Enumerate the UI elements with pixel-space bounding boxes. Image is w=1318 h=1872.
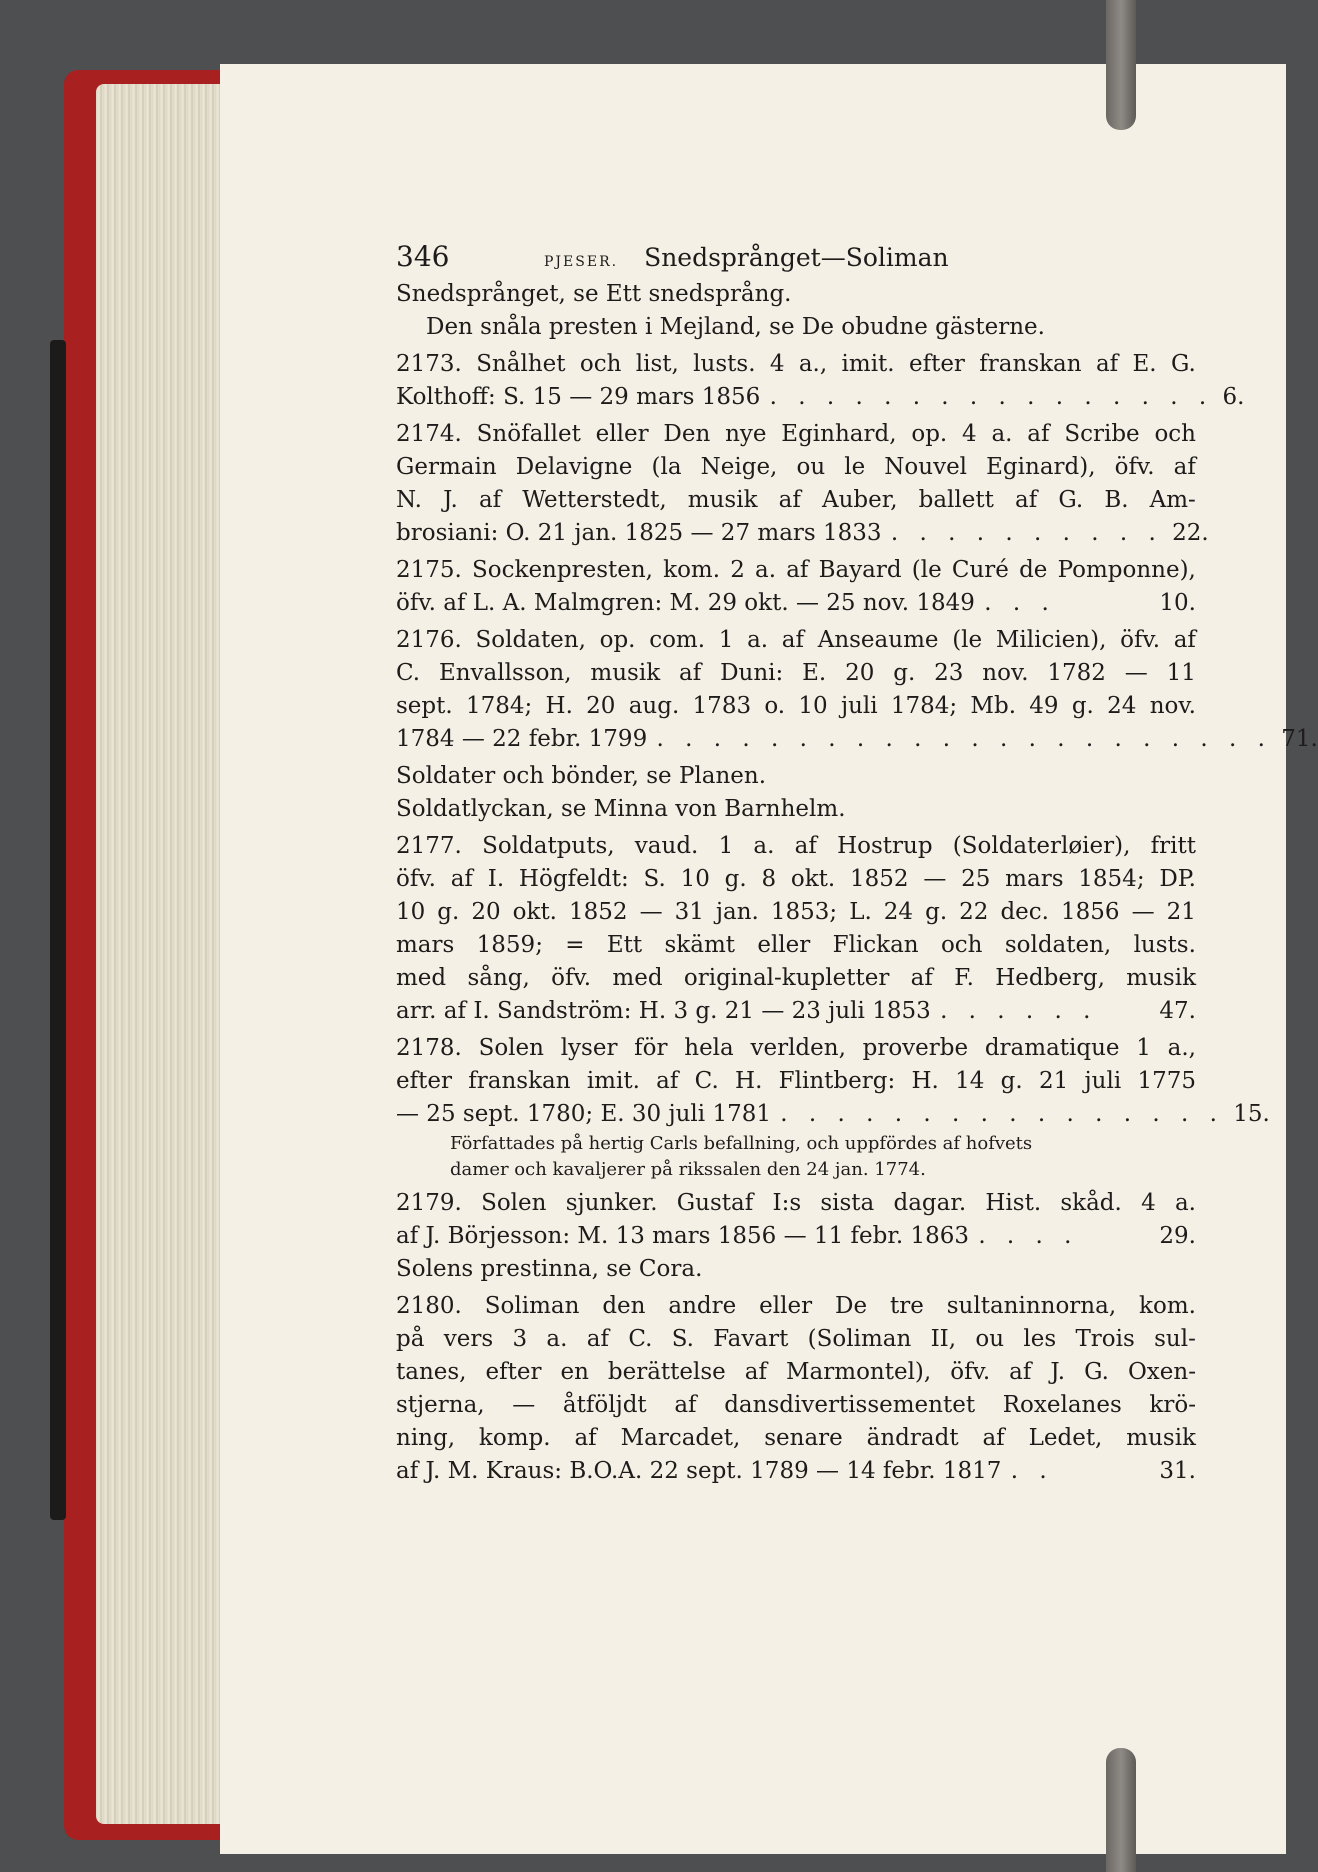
page-clip-bottom bbox=[1106, 1748, 1136, 1872]
entry-line: 2177. Soldatputs, vaud. 1 a. af Hostrup (Soldaterløier), fritt bbox=[396, 833, 1196, 859]
cross-reference: Soldatlyckan, se Minna von Barnhelm. bbox=[396, 796, 846, 822]
entry-line: 2179. Solen sjunker. Gustaf I:s sista dagar. Hist. skåd. 4 a. bbox=[396, 1190, 1196, 1216]
entry-line: Kolthoff: S. 15 — 29 mars 1856 . . . . . . . . . . . . . . . . 6. bbox=[396, 384, 1245, 410]
entry-line: 1784 — 22 febr. 1799 . . . . . . . . . . . . . . . . . . . . . . 71. bbox=[396, 726, 1318, 752]
cross-reference: Soldater och bönder, se Planen. bbox=[396, 763, 767, 789]
running-header bbox=[396, 240, 1196, 278]
entry-line: C. Envallsson, musik af Duni: E. 20 g. 23 nov. 1782 — 11 bbox=[396, 660, 1196, 686]
entry-line: 2178. Solen lyser för hela verlden, proverbe dramatique 1 a., bbox=[396, 1035, 1196, 1061]
entry-line: 2174. Snöfallet eller Den nye Eginhard, op. 4 a. af Scribe och bbox=[396, 421, 1196, 447]
entry-line: 2175. Sockenpresten, kom. 2 a. af Bayard (le Curé de Pomponne), bbox=[396, 557, 1196, 583]
entry-line: stjerna, — åtföljdt af dansdivertissementet Roxelanes krö- bbox=[396, 1392, 1196, 1418]
entry-line: öfv. af L. A. Malmgren: M. 29 okt. — 25 nov. 1849 . . . 10. bbox=[396, 590, 1196, 616]
cross-reference: Den snåla presten i Mejland, se De obudne gästerne. bbox=[426, 314, 1045, 340]
page-number: 346 bbox=[396, 240, 450, 273]
entry-line: brosiani: O. 21 jan. 1825 — 27 mars 1833 . . . . . . . . . . 22. bbox=[396, 520, 1209, 546]
entry-line: 2180. Soliman den andre eller De tre sultaninnorna, kom. bbox=[396, 1293, 1196, 1319]
section-title: PJESER. bbox=[544, 254, 619, 270]
cross-reference: Solens prestinna, se Cora. bbox=[396, 1256, 703, 1282]
entry-line: öfv. af I. Högfeldt: S. 10 g. 8 okt. 1852 — 25 mars 1854; DP. bbox=[396, 866, 1196, 892]
cover-edge bbox=[50, 340, 66, 1520]
entry-line: sept. 1784; H. 20 aug. 1783 o. 10 juli 1784; Mb. 49 g. 24 nov. bbox=[396, 693, 1196, 719]
entry-line: efter franskan imit. af C. H. Flintberg: H. 14 g. 21 juli 1775 bbox=[396, 1068, 1196, 1094]
page-text bbox=[396, 240, 1318, 1488]
footnote-line: Författades på hertig Carls befallning, och uppfördes af hofvets bbox=[450, 1133, 1033, 1154]
entry-line: Germain Delavigne (la Neige, ou le Nouvel Eginard), öfv. af bbox=[396, 454, 1196, 480]
entry-line: 2176. Soldaten, op. com. 1 a. af Anseaume (le Milicien), öfv. af bbox=[396, 627, 1196, 653]
page-stack-edges bbox=[96, 84, 236, 1824]
entry-line: af J. M. Kraus: B.O.A. 22 sept. 1789 — 14 febr. 1817 . . 31. bbox=[396, 1458, 1196, 1484]
entry-line: mars 1859; = Ett skämt eller Flickan och soldaten, lusts. bbox=[396, 932, 1196, 958]
entry-line: 2173. Snålhet och list, lusts. 4 a., imit. efter franskan af E. G. bbox=[396, 351, 1196, 377]
entry-range: Snedsprånget—Soliman bbox=[644, 243, 949, 272]
entry-line: N. J. af Wetterstedt, musik af Auber, ballett af G. B. Am- bbox=[396, 487, 1196, 513]
entry-line: 10 g. 20 okt. 1852 — 31 jan. 1853; L. 24 g. 22 dec. 1856 — 21 bbox=[396, 899, 1196, 925]
entry-line: med sång, öfv. med original-kupletter af F. Hedberg, musik bbox=[396, 965, 1196, 991]
entry-line: ning, komp. af Marcadet, senare ändradt af Ledet, musik bbox=[396, 1425, 1196, 1451]
background-right bbox=[1286, 0, 1300, 1872]
entry-line: arr. af I. Sandström: H. 3 g. 21 — 23 juli 1853 . . . . . . 47. bbox=[396, 998, 1196, 1024]
page-clip-top bbox=[1106, 0, 1136, 130]
background-top bbox=[0, 0, 1300, 64]
footnote-line: damer och kavaljerer på rikssalen den 24 jan. 1774. bbox=[450, 1159, 926, 1180]
entry-line: af J. Börjesson: M. 13 mars 1856 — 11 febr. 1863 . . . . 29. bbox=[396, 1223, 1196, 1249]
entry-line: på vers 3 a. af C. S. Favart (Soliman II, ou les Trois sul- bbox=[396, 1326, 1196, 1352]
entry-line: tanes, efter en berättelse af Marmontel), öfv. af J. G. Oxen- bbox=[396, 1359, 1196, 1385]
cross-reference: Snedsprånget, se Ett snedsprång. bbox=[396, 281, 792, 307]
entry-line: — 25 sept. 1780; E. 30 juli 1781 . . . . . . . . . . . . . . . . 15. bbox=[396, 1101, 1270, 1127]
